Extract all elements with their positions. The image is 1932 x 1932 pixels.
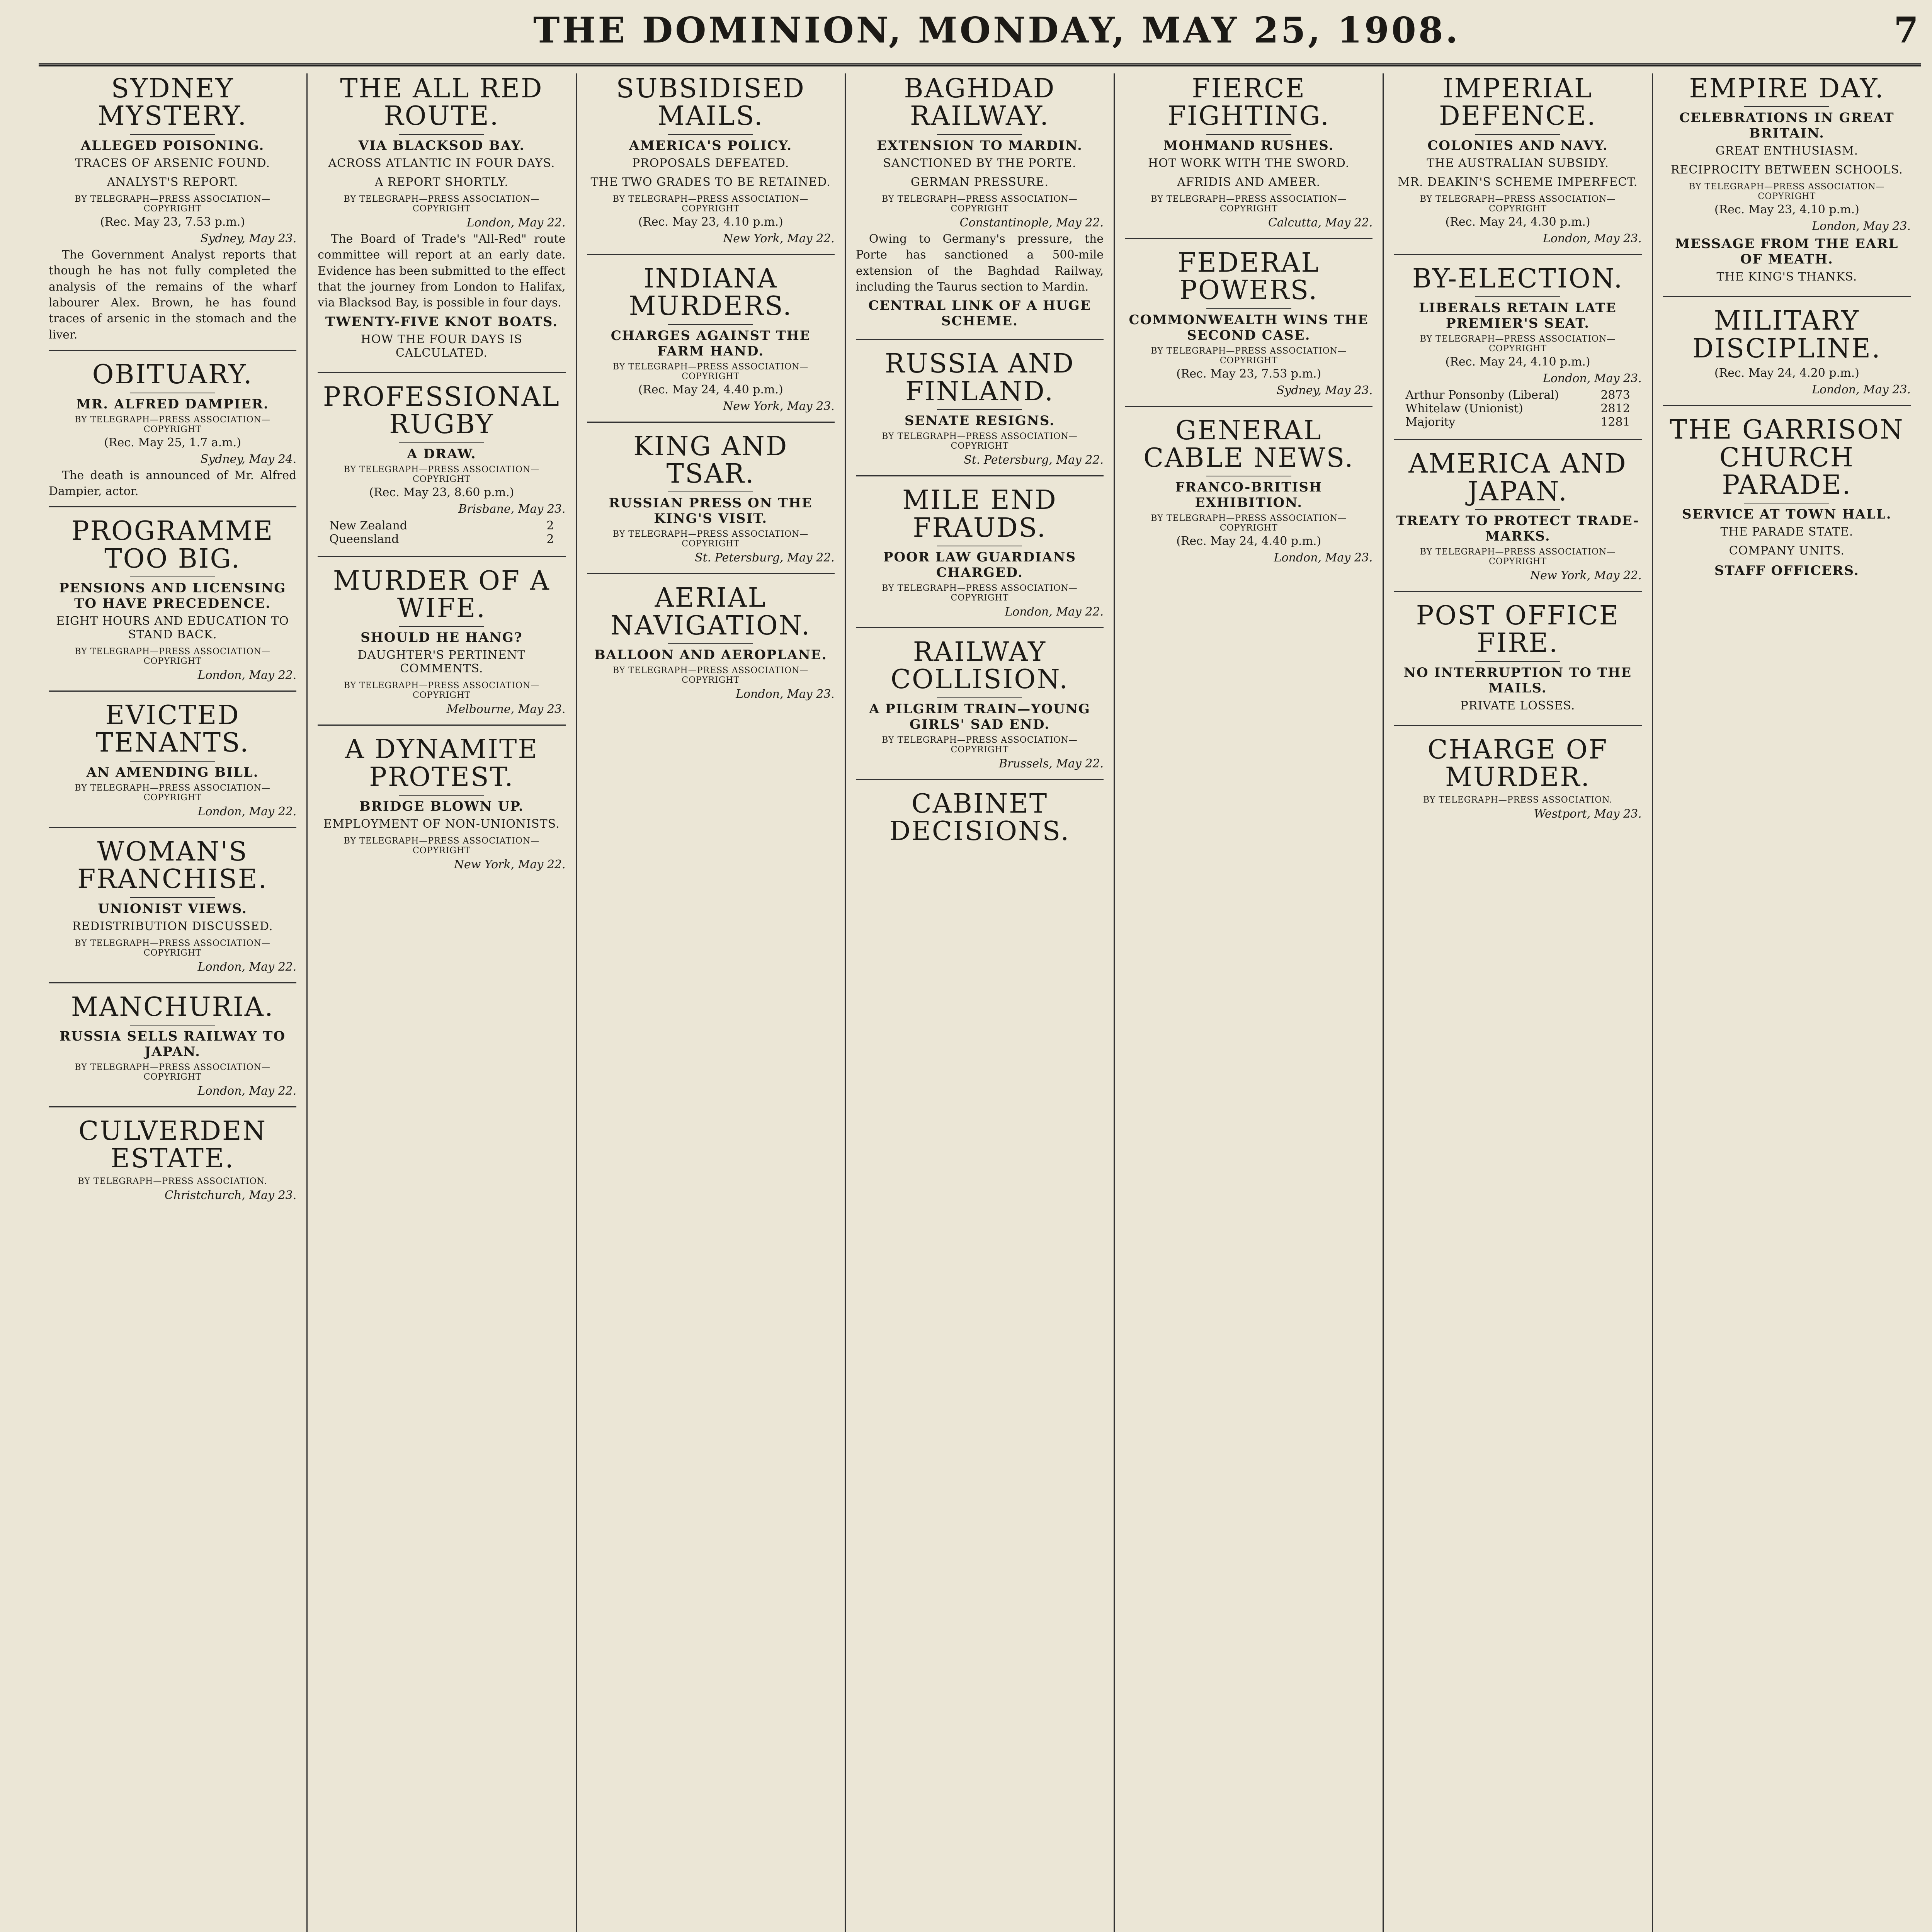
article: [318, 567, 565, 726]
article: [856, 75, 1104, 340]
article-subheading: SANCTIONED BY THE PORTE.: [883, 156, 1077, 170]
received-time: (Rec. May 24, 4.40 p.m.): [1176, 534, 1321, 548]
article-subheading: LIBERALS RETAIN LATE PREMIER'S SEAT.: [1419, 300, 1617, 332]
headline-rule: [1475, 661, 1560, 662]
article-subheading: EXTENSION TO MARDIN.: [877, 138, 1083, 153]
dateline: St. Petersburg, May 22.: [695, 551, 835, 565]
dateline: St. Petersburg, May 22.: [964, 453, 1104, 467]
article-subheading: TRACES OF ARSENIC FOUND.: [75, 156, 270, 170]
article-headline: FEDERAL POWERS.: [1178, 247, 1320, 306]
article-credit: BY TELEGRAPH—PRESS ASSOCIATION—COPYRIGHT: [75, 938, 270, 958]
article: [318, 736, 565, 880]
article-subheading: BALLOON AND AEROPLANE.: [594, 647, 827, 663]
article: [587, 75, 835, 255]
article-subheading: EIGHT HOURS AND EDUCATION TO STAND BACK.: [56, 614, 289, 642]
received-time: (Rec. May 24, 4.40 p.m.): [638, 383, 783, 396]
dateline: London, May 22.: [197, 960, 297, 974]
headline-rule: [130, 897, 215, 898]
article: [856, 350, 1104, 476]
candidate-votes: 1281: [1600, 415, 1630, 429]
dateline: London, May 23.: [1274, 551, 1373, 565]
column-5: [1115, 73, 1384, 1932]
dateline: London, May 23.: [736, 687, 835, 701]
article-headline: GENERAL CABLE NEWS.: [1143, 415, 1354, 473]
candidate-votes: 2873: [1600, 388, 1630, 402]
article-headline: POST OFFICE FIRE.: [1416, 600, 1620, 659]
article-credit: BY TELEGRAPH—PRESS ASSOCIATION.: [1423, 795, 1613, 805]
article: [1394, 602, 1641, 726]
score-row: [329, 532, 554, 546]
article-headline: OBITUARY.: [92, 359, 253, 390]
headline-rule: [668, 643, 753, 644]
article-headline: BAGHDAD RAILWAY.: [904, 73, 1056, 132]
article: [49, 702, 296, 828]
article-credit: BY TELEGRAPH—PRESS ASSOCIATION—COPYRIGHT: [612, 529, 809, 549]
masthead: [39, 5, 1921, 66]
article-subheading: AMERICA'S POLICY.: [629, 138, 793, 153]
article-subheading: VIA BLACKSOD BAY.: [358, 138, 525, 153]
article-headline: THE GARRISON CHURCH PARADE.: [1670, 415, 1904, 500]
article-credit: BY TELEGRAPH—PRESS ASSOCIATION—COPYRIGHT: [344, 681, 540, 701]
article: [1663, 416, 1911, 588]
article: [1125, 249, 1372, 407]
article-credit: BY TELEGRAPH—PRESS ASSOCIATION—COPYRIGHT: [612, 194, 809, 214]
article-credit: BY TELEGRAPH—PRESS ASSOCIATION—COPYRIGHT: [612, 666, 809, 685]
received-time: (Rec. May 23, 7.53 p.m.): [100, 215, 245, 229]
article-subheading: HOW THE FOUR DAYS IS CALCULATED.: [361, 332, 523, 360]
headline-rule: [1475, 296, 1560, 297]
headline-rule: [937, 409, 1022, 410]
article-subheading: AFRIDIS AND AMEER.: [1177, 175, 1321, 189]
article-credit: BY TELEGRAPH—PRESS ASSOCIATION.: [78, 1176, 267, 1186]
article-paragraph: The Board of Trade's "All-Red" route committee will report at an early date. Evidence has been submitted to the effect that the journey from London to Halifax, via Blacksod Bay, is possible in four days.: [318, 232, 566, 310]
headline-rule: [1475, 134, 1560, 135]
article-subheading: THE TWO GRADES TO BE RETAINED.: [590, 175, 831, 189]
dateline: Westport, May 23.: [1534, 807, 1642, 821]
article-credit: BY TELEGRAPH—PRESS ASSOCIATION—COPYRIGHT: [344, 194, 540, 214]
article-headline: KING AND TSAR.: [633, 431, 788, 489]
article-subheading: STAFF OFFICERS.: [1714, 563, 1859, 579]
article-headline: AMERICA AND JAPAN.: [1408, 449, 1627, 507]
dateline: London, May 23.: [1543, 372, 1642, 386]
article-headline: RUSSIA AND FINLAND.: [884, 349, 1075, 407]
candidate-name: Arthur Ponsonby (Liberal): [1405, 388, 1559, 402]
received-time: (Rec. May 23, 4.10 p.m.): [638, 215, 783, 229]
dateline: Melbourne, May 23.: [446, 702, 566, 716]
headline-rule: [1206, 308, 1291, 309]
article-credit: BY TELEGRAPH—PRESS ASSOCIATION—COPYRIGHT: [1420, 194, 1616, 214]
article-credit: BY TELEGRAPH—PRESS ASSOCIATION—COPYRIGHT: [75, 194, 270, 214]
article-credit: BY TELEGRAPH—PRESS ASSOCIATION—COPYRIGHT: [882, 735, 1078, 755]
article-subheading: COLONIES AND NAVY.: [1427, 138, 1608, 153]
column-2: [308, 73, 577, 1932]
article-headline: BY-ELECTION.: [1412, 263, 1624, 294]
headline-rule: [1206, 134, 1291, 135]
candidate-name: Majority: [1405, 415, 1456, 429]
headline-rule: [399, 134, 484, 135]
article-headline: PROFESSIONAL RUGBY: [323, 381, 560, 440]
team-name: Queensland: [329, 532, 399, 546]
received-time: (Rec. May 23, 8.60 p.m.): [369, 485, 514, 499]
article-subheading: NO INTERRUPTION TO THE MAILS.: [1403, 665, 1632, 696]
article-subheading: PRIVATE LOSSES.: [1460, 699, 1575, 713]
article-headline: EMPIRE DAY.: [1689, 73, 1885, 104]
article-subheading: MR. DEAKIN'S SCHEME IMPERFECT.: [1398, 175, 1638, 189]
article: [1125, 75, 1372, 239]
article: [1394, 450, 1641, 592]
article-headline: SYDNEY MYSTERY.: [98, 73, 248, 132]
headline-rule: [937, 697, 1022, 698]
candidate-votes: 2812: [1600, 402, 1630, 416]
article: [1394, 736, 1641, 829]
article-subheading: AN AMENDING BILL.: [86, 764, 259, 780]
article-subheading: ANALYST'S REPORT.: [107, 175, 238, 189]
dateline: London, May 23.: [1812, 383, 1911, 397]
dateline: Sydney, May 24.: [200, 452, 297, 466]
article-subheading: BRIDGE BLOWN UP.: [359, 799, 524, 815]
article-headline: INDIANA MURDERS.: [629, 263, 793, 322]
headline-rule: [130, 1025, 215, 1026]
article: [49, 993, 296, 1107]
article-subheading: THE AUSTRALIAN SUBSIDY.: [1427, 156, 1609, 170]
article: [49, 75, 296, 351]
received-time: (Rec. May 24, 4.10 p.m.): [1445, 355, 1590, 369]
columns: [39, 73, 1921, 1932]
dateline: Christchurch, May 23.: [164, 1188, 297, 1202]
article-credit: BY TELEGRAPH—PRESS ASSOCIATION—COPYRIGHT: [75, 415, 270, 434]
dateline: Brussels, May 22.: [999, 757, 1104, 770]
article-credit: BY TELEGRAPH—PRESS ASSOCIATION—COPYRIGHT: [1420, 547, 1616, 566]
article-subheading: RUSSIA SELLS RAILWAY TO JAPAN.: [60, 1029, 286, 1060]
poll-result: [1405, 388, 1630, 429]
poll-row: [1405, 402, 1630, 415]
headline-rule: [399, 626, 484, 627]
article-headline: MANCHURIA.: [71, 992, 274, 1022]
article: [587, 584, 835, 709]
article: [1125, 417, 1372, 573]
article-subheading: CENTRAL LINK OF A HUGE SCHEME.: [868, 298, 1091, 329]
received-time: (Rec. May 25, 1.7 a.m.): [104, 435, 241, 449]
headline-rule: [668, 324, 753, 325]
article-credit: BY TELEGRAPH—PRESS ASSOCIATION—COPYRIGHT: [1689, 182, 1885, 202]
dateline: London, May 23.: [1812, 219, 1911, 233]
received-time: (Rec. May 23, 7.53 p.m.): [1176, 367, 1321, 381]
article-credit: BY TELEGRAPH—PRESS ASSOCIATION—COPYRIGHT: [75, 1063, 270, 1082]
masthead-title: THE DOMINION, MONDAY, MAY 25, 1908.: [533, 9, 1460, 51]
article-subheading: GREAT ENTHUSIASM.: [1715, 144, 1859, 158]
article-credit: BY TELEGRAPH—PRESS ASSOCIATION—COPYRIGHT: [882, 432, 1078, 451]
article-subheading: PENSIONS AND LICENSING TO HAVE PRECEDENCE.: [59, 580, 286, 612]
dateline: London, May 23.: [1543, 231, 1642, 245]
score-table: [329, 519, 554, 546]
dateline: London, May 22.: [466, 216, 566, 230]
article-subheading: CELEBRATIONS IN GREAT BRITAIN.: [1679, 110, 1895, 141]
article-paragraph: Owing to Germany's pressure, the Porte has sanctioned a 500-mile extension of the Baghdad Railway, including the Taurus section to Mardin.: [855, 232, 1104, 294]
headline-rule: [399, 795, 484, 796]
article: [1394, 75, 1641, 255]
article-credit: BY TELEGRAPH—PRESS ASSOCIATION—COPYRIGHT: [75, 783, 270, 803]
article: [587, 265, 835, 423]
headline-rule: [130, 761, 215, 762]
article-headline: PROGRAMME TOO BIG.: [71, 516, 274, 574]
article-subheading: FRANCO-BRITISH EXHIBITION.: [1175, 480, 1323, 511]
article-paragraph: The Government Analyst reports that though he has not fully completed the analysis of the remains of the wharf labourer Alex. Brown, he has found traces of arsenic in the stomach and the liver.: [49, 248, 297, 342]
article-headline: AERIAL NAVIGATION.: [610, 583, 811, 641]
article-headline: MILE END FRAUDS.: [902, 485, 1057, 543]
article-subheading: RUSSIAN PRESS ON THE KING'S VISIT.: [609, 495, 813, 527]
article-headline: WOMAN'S FRANCHISE.: [77, 836, 268, 895]
article-headline: MURDER OF A WIFE.: [333, 565, 550, 624]
article-subheading: COMPANY UNITS.: [1729, 544, 1845, 558]
dateline: London, May 22.: [197, 804, 297, 818]
article-headline: THE ALL RED ROUTE.: [340, 73, 543, 132]
article-headline: SUBSIDISED MAILS.: [616, 73, 805, 132]
dateline: London, May 22.: [197, 668, 297, 682]
article-subheading: CHARGES AGAINST THE FARM HAND.: [611, 328, 811, 359]
headline-rule: [937, 134, 1022, 135]
article-headline: CULVERDEN ESTATE.: [78, 1116, 267, 1174]
article-subheading: MESSAGE FROM THE EARL OF MEATH.: [1675, 236, 1899, 267]
article-subheading: POOR LAW GUARDIANS CHARGED.: [883, 549, 1077, 580]
article-subheading: THE PARADE STATE.: [1720, 525, 1854, 539]
received-time: (Rec. May 24, 4.20 p.m.): [1714, 366, 1859, 380]
dateline: New York, May 22.: [454, 858, 566, 872]
article-subheading: A DRAW.: [407, 446, 476, 462]
article: [49, 1117, 296, 1211]
article-subheading: SERVICE AT TOWN HALL.: [1682, 507, 1892, 522]
article-headline: A DYNAMITE PROTEST.: [345, 734, 539, 793]
dateline: Sydney, May 23.: [200, 231, 297, 245]
dateline: Constantinople, May 22.: [959, 216, 1104, 230]
article: [1663, 75, 1911, 297]
dateline: London, May 22.: [197, 1084, 297, 1098]
article-credit: BY TELEGRAPH—PRESS ASSOCIATION—COPYRIGHT: [882, 194, 1078, 214]
dateline: London, May 22.: [1005, 605, 1104, 619]
article-subheading: HOT WORK WITH THE SWORD.: [1148, 156, 1350, 170]
article-subheading: TREATY TO PROTECT TRADE-MARKS.: [1396, 513, 1639, 544]
article-headline: CHARGE OF MURDER.: [1427, 734, 1608, 793]
article: [1394, 265, 1641, 440]
article-credit: BY TELEGRAPH—PRESS ASSOCIATION—COPYRIGHT: [1151, 194, 1347, 214]
article: [587, 433, 835, 575]
article-subheading: SENATE RESIGNS.: [904, 413, 1055, 429]
article-headline: CABINET DECISIONS.: [889, 788, 1070, 847]
article-subheading: THE KING'S THANKS.: [1716, 270, 1857, 284]
article-subheading: ACROSS ATLANTIC IN FOUR DAYS.: [328, 156, 555, 170]
article: [318, 383, 565, 557]
article-headline: IMPERIAL DEFENCE.: [1439, 73, 1597, 132]
column-3: [577, 73, 846, 1932]
article-subheading: REDISTRIBUTION DISCUSSED.: [72, 919, 273, 933]
article-subheading: RECIPROCITY BETWEEN SCHOOLS.: [1670, 163, 1903, 177]
article-subheading: MR. ALFRED DAMPIER.: [76, 396, 269, 412]
article-subheading: COMMONWEALTH WINS THE SECOND CASE.: [1129, 312, 1369, 343]
article-subheading: A REPORT SHORTLY.: [374, 175, 509, 189]
column-6: [1384, 73, 1653, 1932]
article-subheading: UNIONIST VIEWS.: [98, 901, 247, 917]
poll-row: [1405, 388, 1630, 402]
received-time: (Rec. May 23, 4.10 p.m.): [1714, 203, 1859, 217]
headline-rule: [130, 134, 215, 135]
dateline: Sydney, May 23.: [1276, 383, 1373, 397]
article-subheading: A PILGRIM TRAIN—YOUNG GIRLS' SAD END.: [869, 701, 1090, 732]
article-credit: BY TELEGRAPH—PRESS ASSOCIATION—COPYRIGHT: [882, 583, 1078, 603]
article-headline: RAILWAY COLLISION.: [891, 636, 1069, 695]
dateline: New York, May 23.: [723, 399, 835, 413]
article: [49, 838, 296, 983]
article-headline: MILITARY DISCIPLINE.: [1692, 306, 1881, 364]
headline-rule: [1744, 106, 1829, 107]
headline-rule: [399, 442, 484, 443]
article-credit: BY TELEGRAPH—PRESS ASSOCIATION—COPYRIGHT: [344, 464, 540, 484]
article-credit: BY TELEGRAPH—PRESS ASSOCIATION—COPYRIGHT: [1151, 346, 1347, 366]
article: [856, 638, 1104, 780]
article: [856, 486, 1104, 628]
column-1: [39, 73, 308, 1932]
article-headline: FIERCE FIGHTING.: [1167, 73, 1330, 132]
headline-rule: [1475, 509, 1560, 510]
received-time: (Rec. May 24, 4.30 p.m.): [1445, 215, 1590, 229]
headline-rule: [668, 134, 753, 135]
poll-row: [1405, 415, 1630, 429]
article: [318, 75, 565, 373]
dateline: Brisbane, May 23.: [458, 502, 566, 516]
article-credit: BY TELEGRAPH—PRESS ASSOCIATION—COPYRIGHT: [75, 647, 270, 667]
article-subheading: PROPOSALS DEFEATED.: [632, 156, 789, 170]
dateline: Calcutta, May 22.: [1268, 216, 1373, 230]
dateline: New York, May 22.: [723, 231, 835, 245]
column-7: [1653, 73, 1921, 1932]
article-subheading: SHOULD HE HANG?: [361, 630, 523, 646]
article-credit: BY TELEGRAPH—PRESS ASSOCIATION—COPYRIGHT: [612, 362, 809, 381]
article-subheading: ALLEGED POISONING.: [80, 138, 265, 153]
article: [1663, 307, 1911, 406]
dateline: New York, May 22.: [1530, 568, 1642, 582]
score-row: [329, 519, 554, 532]
article: [856, 790, 1104, 856]
article-paragraph: The death is announced of Mr. Alfred Dampier, actor.: [49, 468, 297, 498]
column-4: [846, 73, 1115, 1932]
article: [49, 361, 296, 507]
team-points: 2: [546, 532, 554, 546]
article-credit: BY TELEGRAPH—PRESS ASSOCIATION—COPYRIGHT: [1420, 334, 1616, 354]
article-credit: BY TELEGRAPH—PRESS ASSOCIATION—COPYRIGHT: [1151, 514, 1347, 533]
article-headline: EVICTED TENANTS.: [95, 700, 250, 759]
article-subheading: GERMAN PRESSURE.: [910, 175, 1049, 189]
team-name: New Zealand: [329, 519, 407, 532]
article-subheading: MOHMAND RUSHES.: [1163, 138, 1334, 153]
article-credit: BY TELEGRAPH—PRESS ASSOCIATION—COPYRIGHT: [344, 836, 540, 856]
page-number: 7: [1893, 9, 1921, 51]
candidate-name: Whitelaw (Unionist): [1405, 402, 1523, 416]
article: [49, 517, 296, 692]
article-subheading: TWENTY-FIVE KNOT BOATS.: [325, 314, 558, 330]
team-points: 2: [546, 519, 554, 532]
article-subheading: DAUGHTER'S PERTINENT COMMENTS.: [357, 648, 526, 676]
article-subheading: EMPLOYMENT OF NON-UNIONISTS.: [323, 817, 560, 831]
